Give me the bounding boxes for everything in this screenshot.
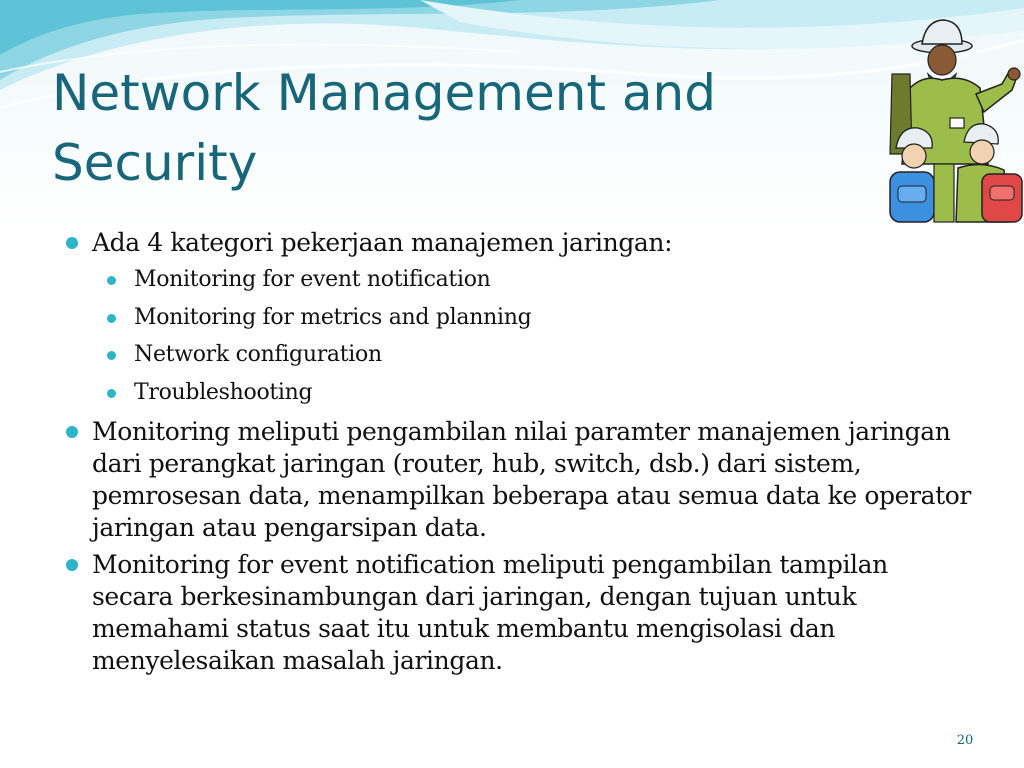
bullet-item	[64, 549, 974, 677]
bullet-icon	[107, 351, 116, 360]
sub-bullet-list	[64, 261, 974, 411]
hiker-with-children-icon	[884, 14, 1024, 224]
sub-bullet-text: Monitoring for metrics and planning	[134, 304, 532, 330]
bullet-icon	[66, 426, 78, 438]
page-number: 20	[956, 733, 974, 748]
sub-bullet-item	[64, 299, 974, 337]
sub-bullet-text: Network configuration	[134, 342, 382, 367]
bullet-icon	[66, 237, 78, 249]
bullet-item	[64, 227, 974, 259]
sub-bullet-item	[64, 261, 974, 299]
bullet-text: Monitoring for event notification meliputi pengambilan tampilan secara berkesinambungan dari jaringan, dengan tujuan untuk memahami status saat itu untuk membantu mengisolasi dan menyelesaikan masalah jaringan.	[92, 550, 888, 675]
slide-title	[52, 58, 852, 198]
slide-content	[64, 222, 974, 677]
bullet-text: Monitoring meliputi pengambilan nilai paramter manajemen jaringan dari perangkat jaringan (router, hub, switch, dsb.) dari sistem, pemrosesan data, menampilkan beberapa atau semua data ke operator jaringan atau pengarsipan data.	[92, 417, 971, 542]
bullet-item	[64, 416, 974, 544]
bullet-icon	[107, 276, 116, 285]
sub-bullet-text: Monitoring for event notification	[134, 267, 491, 292]
sub-bullet-item	[64, 374, 974, 412]
bullet-icon	[66, 559, 78, 571]
title-line-1: Network Management and	[52, 64, 716, 122]
sub-bullet-text: Troubleshooting	[134, 379, 313, 405]
sub-bullet-item	[64, 336, 974, 374]
title-line-2: Security	[52, 134, 258, 192]
bullet-icon	[107, 314, 116, 323]
bullet-icon	[107, 389, 116, 398]
bullet-text: Ada 4 kategori pekerjaan manajemen jaringan:	[92, 228, 673, 257]
